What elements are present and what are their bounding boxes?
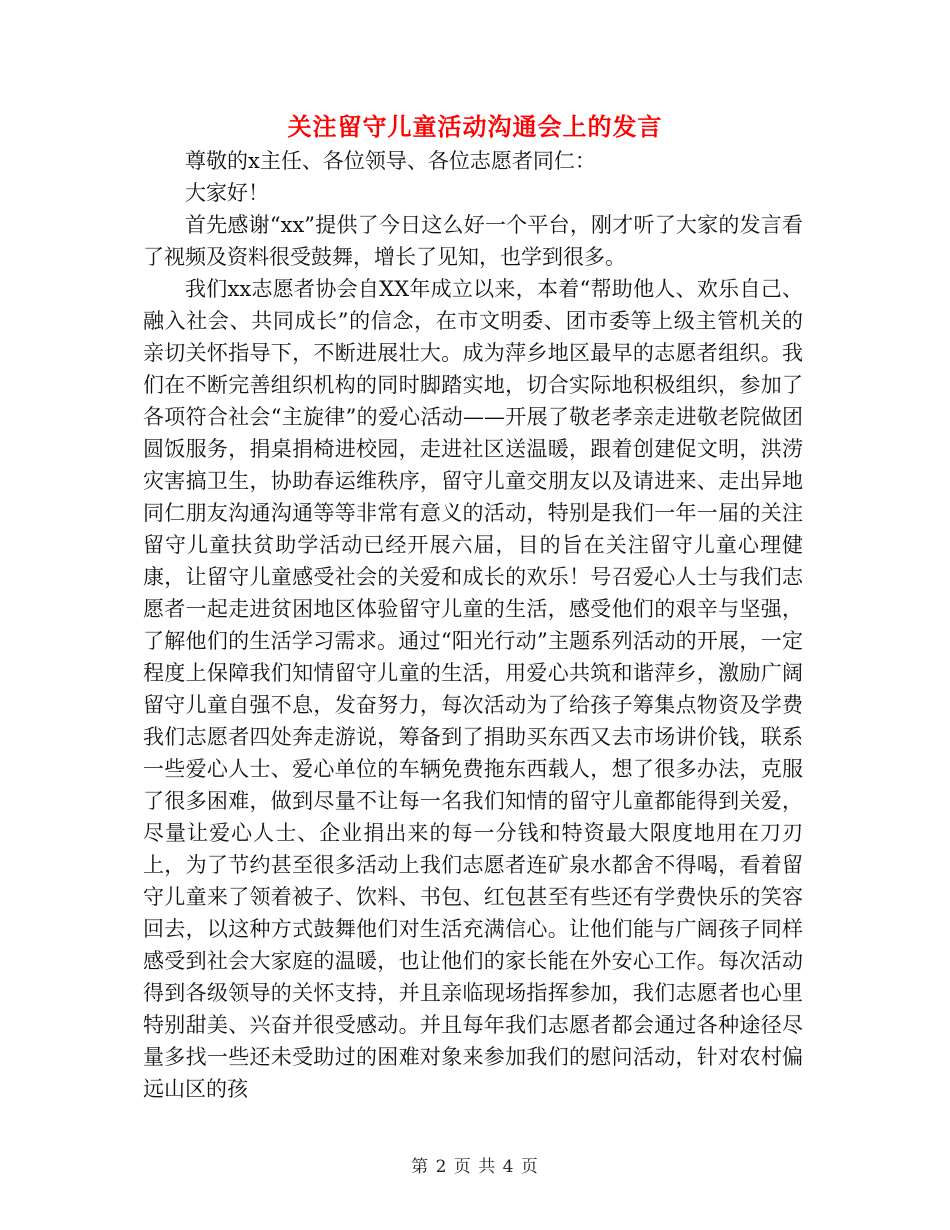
paragraph-thanks: 首先感谢“xx”提供了今日这么好一个平台，刚才听了大家的发言看了视频及资料很受鼓舞，增长了见知，也学到很多。 (143, 213, 803, 269)
document-title: 关注留守儿童活动沟通会上的发言 (287, 112, 663, 141)
salutation: 尊敬的x主任、各位领导、各位志愿者同仁： (185, 149, 596, 173)
document-body (143, 145, 803, 1105)
page-number: 第 2 页 共 4 页 (411, 1157, 539, 1177)
greeting: 大家好！ (185, 181, 269, 205)
paragraph-association: 我们xx志愿者协会自XX年成立以来，本着“帮助他人、欢乐自己、融入社会、共同成长”的信念，在市文明委、团市委等上级主管机关的亲切关怀指导下，不断进展壮大。成为萍乡地区最早的志愿者组织。我们在不断完善组织机构的同时脚踏实地，切合实际地积极组织，参加了各项符合社会“主旋律”的爱心活动——开展了敬老孝亲走进敬老院做团圆饭服务，捐桌捐椅进校园，走进社区送温暖，跟着创建促文明，洪涝灾害搞卫生，协助春运维秩序，留守儿童交朋友以及请进来、走出异地同仁朋友沟通沟通等等非常有意义的活动，特别是我们一年一届的关注留守儿童扶贫助学活动已经开展六届，目的旨在关注留守儿童心理健康，让留守儿童感受社会的关爱和成长的欢乐！号召爱心人士与我们志愿者一起走进贫困地区体验留守儿童的生活，感受他们的艰辛与坚强，了解他们的生活学习需求。通过“阳光行动”主题系列活动的开展，一定程度上保障我们知情留守儿童的生活，用爱心共筑和谐萍乡，激励广阔留守儿童自强不息，发奋努力，每次活动为了给孩子筹集点物资及学费我们志愿者四处奔走游说，筹备到了捐助买东西又去市场讲价钱，联系一些爱心人士、爱心单位的车辆免费拖东西载人，想了很多办法，克服了很多困难，做到尽量不让每一名我们知情的留守儿童都能得到关爱，尽量让爱心人士、企业捐出来的每一分钱和特资最大限度地用在刀刃上，为了节约甚至很多活动上我们志愿者连矿泉水都舍不得喝，看着留守儿童来了领着被子、饮料、书包、红包甚至有些还有学费快乐的笑容回去，以这种方式鼓舞他们对生活充满信心。让他们能与广阔孩子同样感受到社会大家庭的温暖，也让他们的家长能在外安心工作。每次活动得到各级领导的关怀支持，并且亲临现场指挥参加，我们志愿者也心里特别甜美、兴奋并很受感动。并且每年我们志愿者都会通过各种途径尽量多找一些还未受助过的困难对象来参加我们的慰问活动，针对农村偏远山区的孩 (143, 277, 803, 1101)
